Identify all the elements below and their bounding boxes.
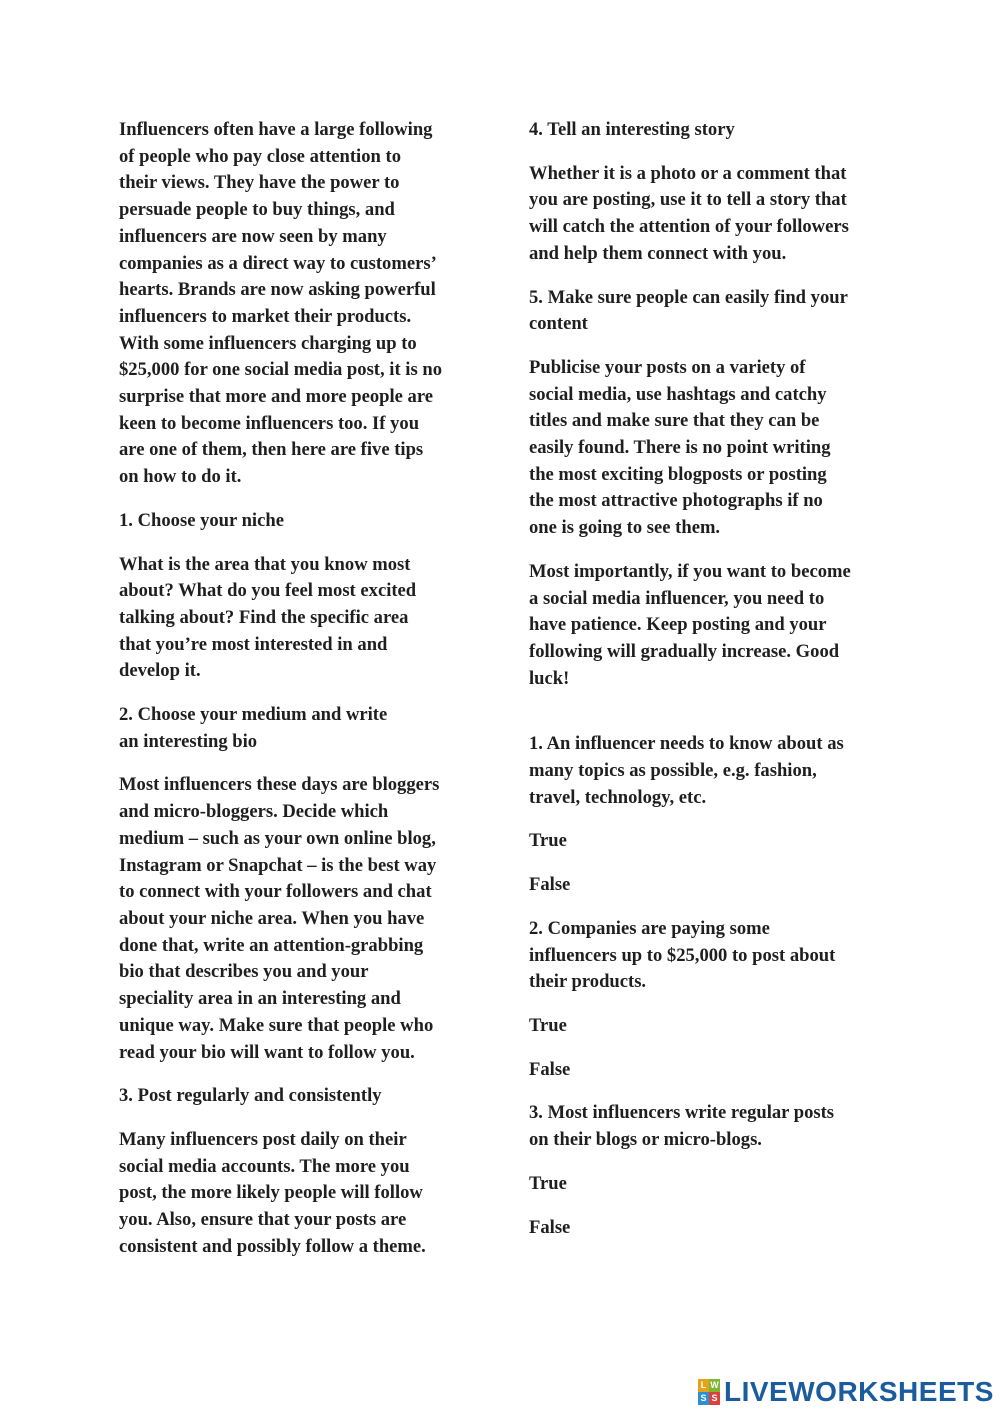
tip-3-heading: 3. Post regularly and consistently (119, 1085, 382, 1107)
logo-icon-tile-l: L (698, 1379, 709, 1392)
tip-1-heading: 1. Choose your niche (119, 509, 284, 531)
tip-3-body: Many influencers post daily on their social media accounts. The more you post, the more likely people will follow you. Also, ensure that your posts are consistent and possibly follow a theme. (119, 1128, 426, 1257)
logo-icon-tile-s2: S (709, 1392, 720, 1405)
liveworksheets-logo-icon (698, 1379, 720, 1405)
conclusion-paragraph: Most importantly, if you want to become a social media influencer, you need to have patience. Keep posting and your following will gradually increase. Good luck! (529, 560, 851, 689)
question-3 (529, 1100, 889, 1241)
question-1-false-option[interactable]: False (529, 874, 571, 896)
left-column (119, 117, 479, 1277)
tip-5-body: Publicise your posts on a variety of social media, use hashtags and catchy titles and make sure that they can be easily found. There is no point writing the most exciting blogposts or posting the most attractive photographs if no one is going to see them. (529, 356, 831, 539)
tip-5-heading: 5. Make sure people can easily find your content (529, 286, 848, 335)
logo-icon-tile-w: W (710, 1380, 719, 1390)
section-spacer (529, 709, 889, 731)
question-2 (529, 916, 889, 1084)
tip-4-heading: 4. Tell an interesting story (529, 119, 735, 140)
question-1 (529, 731, 889, 899)
question-3-true-option[interactable]: True (529, 1172, 567, 1194)
question-1-text: 1. An influencer needs to know about as many topics as possible, e.g. fashion, travel, technology, etc. (529, 733, 844, 808)
tip-1-body: What is the area that you know most about? What do you feel most excited talking about? Find the specific area that you’re most interested in and develop it. (119, 553, 417, 682)
question-2-true-option[interactable]: True (529, 1014, 567, 1036)
liveworksheets-logo-text: LIVEWORKSHEETS (724, 1376, 994, 1407)
question-2-false-option[interactable]: False (529, 1058, 571, 1080)
tip-2-body: Most influencers these days are bloggers and micro-bloggers. Decide which medium – such as your own online blog, Instagram or Snapchat – is the best way to connect with your followers and chat about your niche area. When you have done that, write an attention-grabbing bio that describes you and your speciality area in an interesting and unique way. Make sure that people who read your bio will want to follow you. (119, 774, 440, 1063)
question-3-text: 3. Most influencers write regular posts on their blogs or micro-blogs. (529, 1102, 835, 1151)
question-2-text: 2. Companies are paying some influencers up to $25,000 to post about their products. (529, 917, 836, 993)
tip-4-body: Whether it is a photo or a comment that you are posting, use it to tell a story that will catch the attention of your followers and help them connect with you. (529, 162, 849, 264)
intro-paragraph: Influencers often have a large following of people who pay close attention to their views. They have the power to persuade people to buy things, and influencers are now seen by many companies as a direct way to customers’ hearts. Brands are now asking powerful influencers to market their products. With some influencers charging up to $25,000 for one social media post, it is no surprise that more and more people are keen to become influencers too. If you are one of them, then here are five tips on how to do it. (119, 119, 442, 488)
tip-2-heading: 2. Choose your medium and write an interesting bio (119, 704, 388, 752)
logo-icon-tile-s: S (698, 1392, 709, 1405)
question-1-true-option[interactable]: True (529, 830, 567, 852)
question-3-false-option[interactable]: False (529, 1216, 571, 1238)
liveworksheets-logo (698, 1376, 994, 1408)
right-column (529, 117, 889, 1258)
